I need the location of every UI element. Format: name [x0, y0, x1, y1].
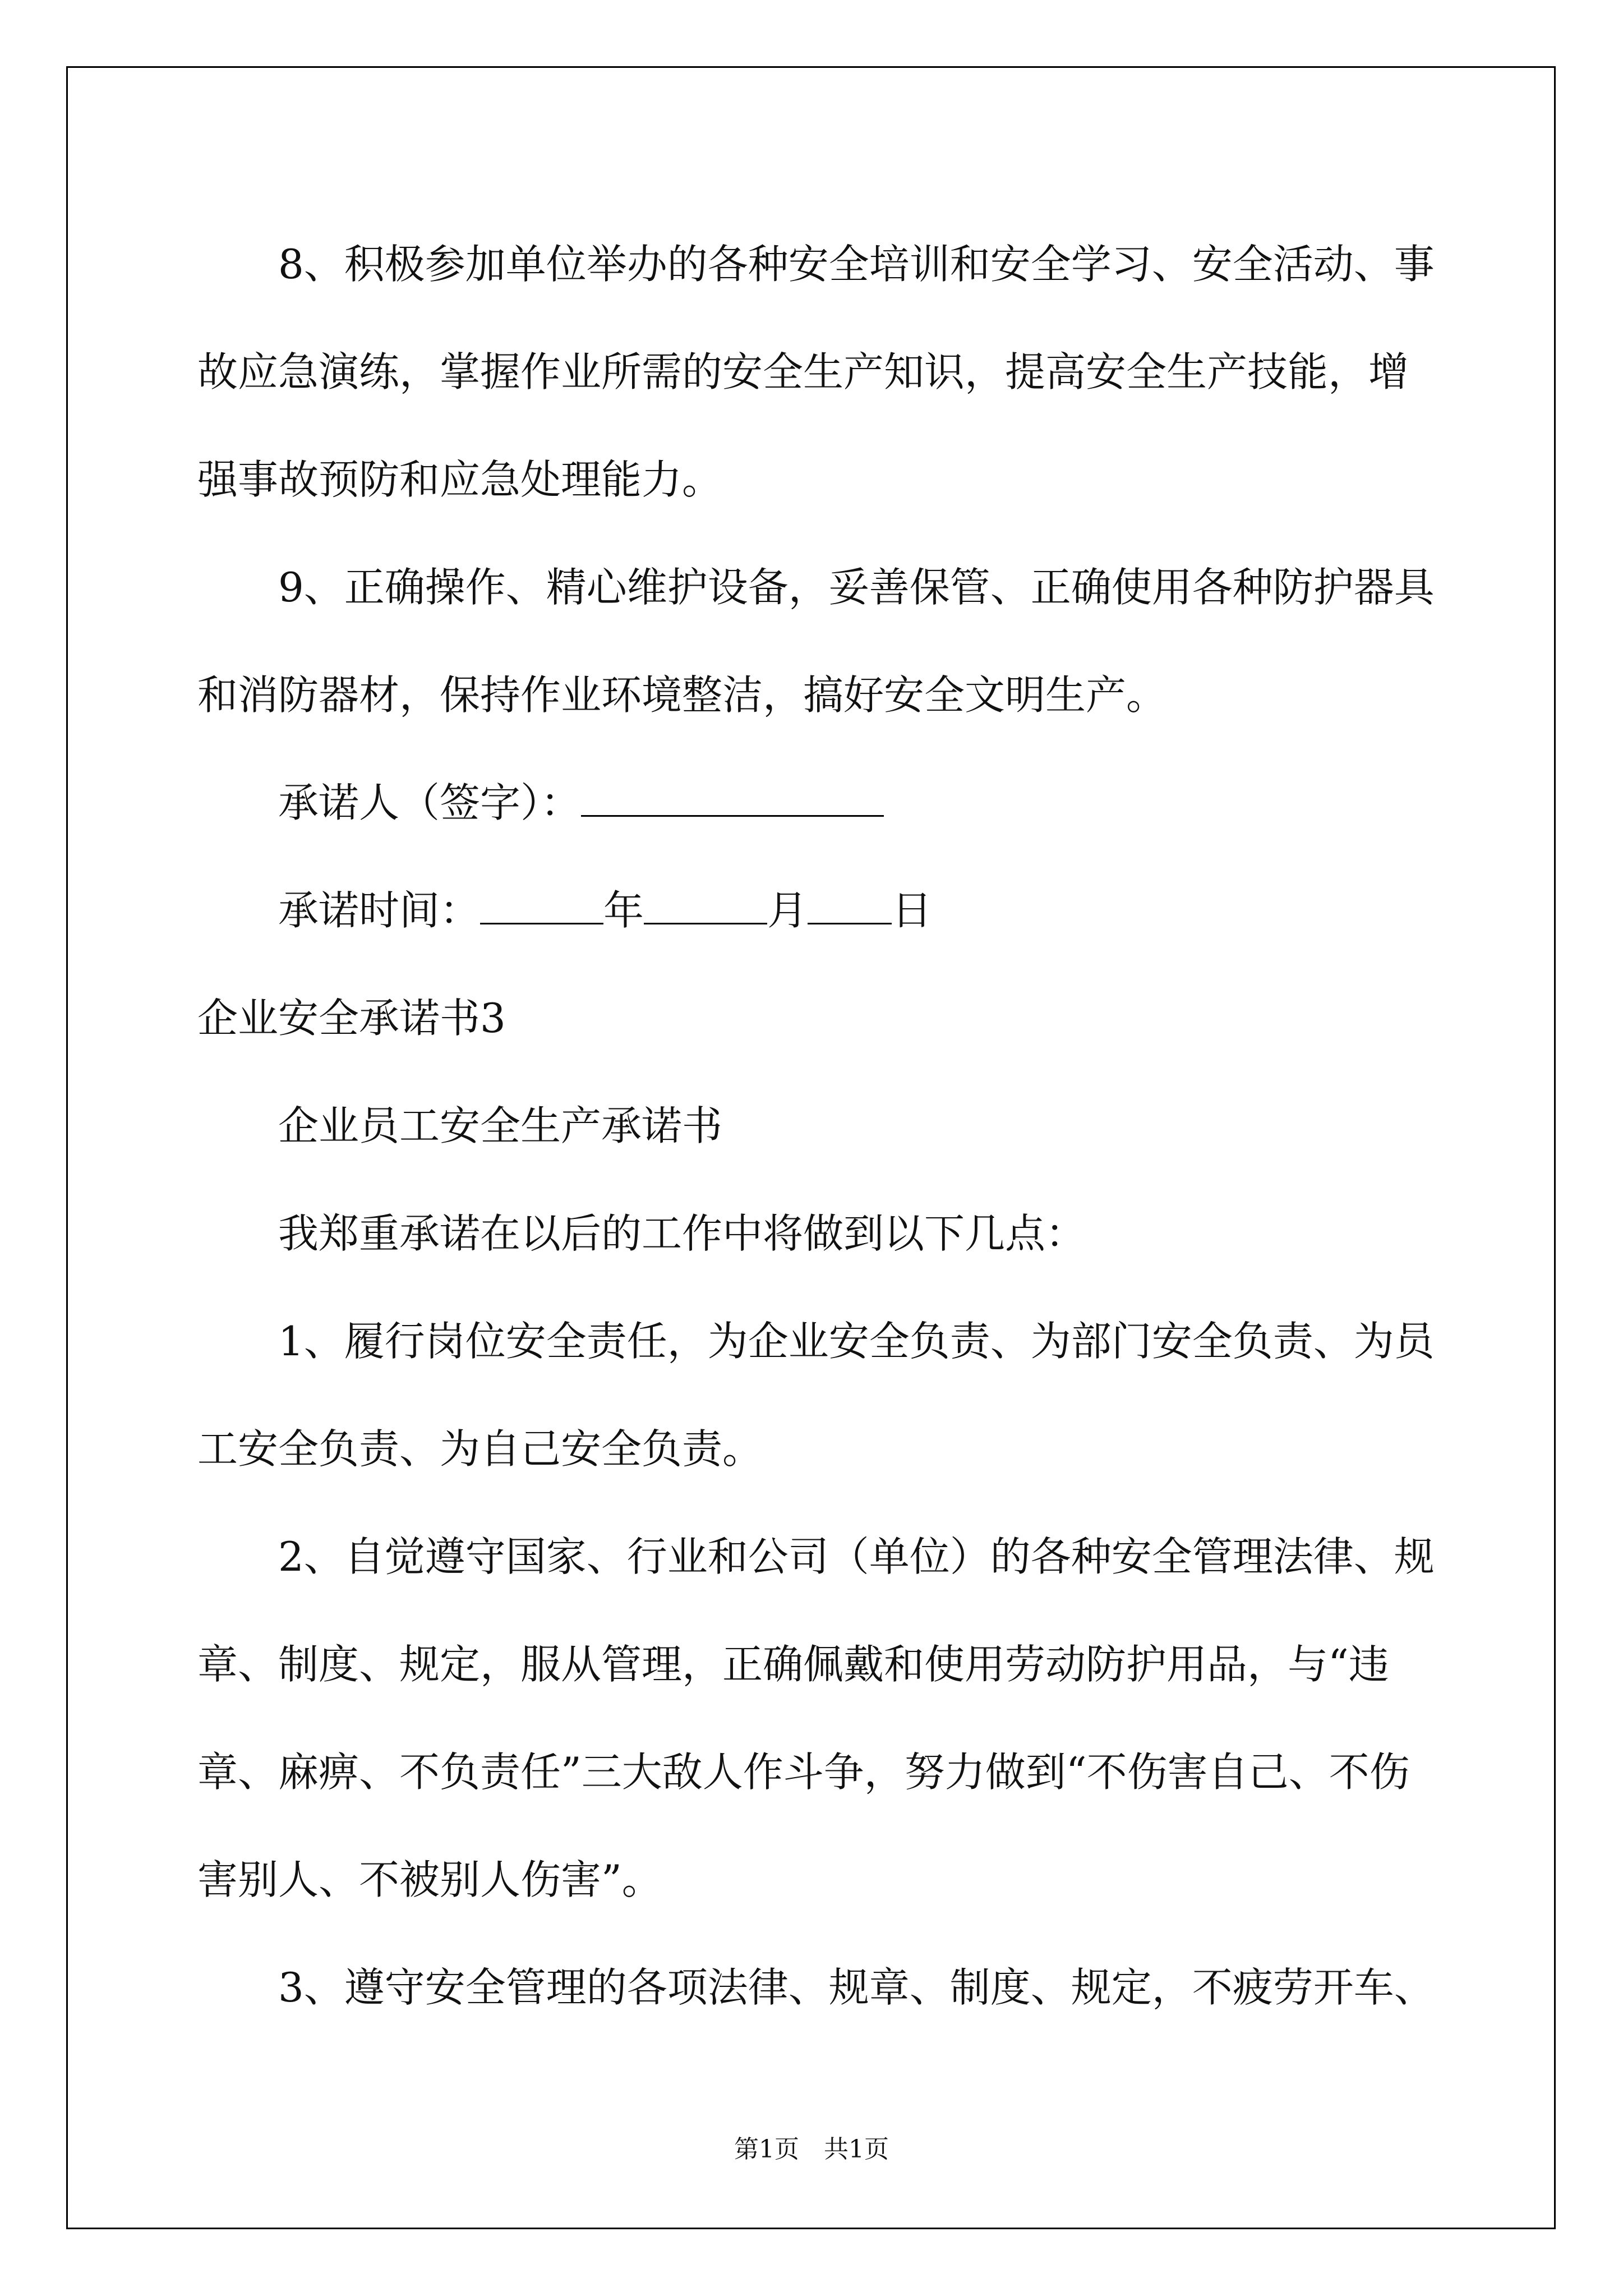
section-heading: 企业安全承诺书3	[197, 995, 506, 1042]
month-blank	[644, 888, 767, 924]
commitment-item-2: 2、自觉遵守国家、行业和公司（单位）的各种安全管理法律、规章、制度、规定，服从管理，正确佩戴和使用劳动防护用品，与“违章、麻痹、不负责任”三大敌人作斗争，努力做到“不伤害自己、不伤害别人、不被别人伤害”。	[197, 1533, 1435, 1903]
document-body	[197, 210, 1445, 2041]
day-blank	[808, 888, 892, 924]
signature-line	[197, 749, 1445, 857]
day-label: 日	[892, 887, 933, 934]
signature-blank	[581, 780, 884, 817]
sub-title: 企业员工安全生产承诺书	[278, 1102, 723, 1149]
date-line	[197, 857, 1445, 964]
intro-paragraph: 我郑重承诺在以后的工作中将做到以下几点：	[278, 1210, 1086, 1257]
date-label: 承诺时间：	[278, 887, 481, 934]
year-blank	[480, 888, 603, 924]
paragraph-item-8: 8、积极参加单位举办的各种安全培训和安全学习、安全活动、事故应急演练，掌握作业所需的安全生产知识，提高安全生产技能，增强事故预防和应急处理能力。	[197, 241, 1435, 503]
commitment-item-1: 1、履行岗位安全责任，为企业安全负责、为部门安全负责、为员工安全负责、为自己安全负责。	[197, 1318, 1435, 1473]
page-footer: 第1页 共1页	[734, 2135, 889, 2164]
paragraph-item-9: 9、正确操作、精心维护设备，妥善保管、正确使用各种防护器具和消防器材，保持作业环境整洁，搞好安全文明生产。	[197, 564, 1435, 719]
signature-label: 承诺人（签字）：	[278, 779, 582, 826]
year-label: 年	[603, 887, 644, 934]
commitment-item-3: 3、遵守安全管理的各项法律、规章、制度、规定，不疲劳开车、	[278, 1964, 1435, 2011]
month-label: 月	[767, 887, 808, 934]
